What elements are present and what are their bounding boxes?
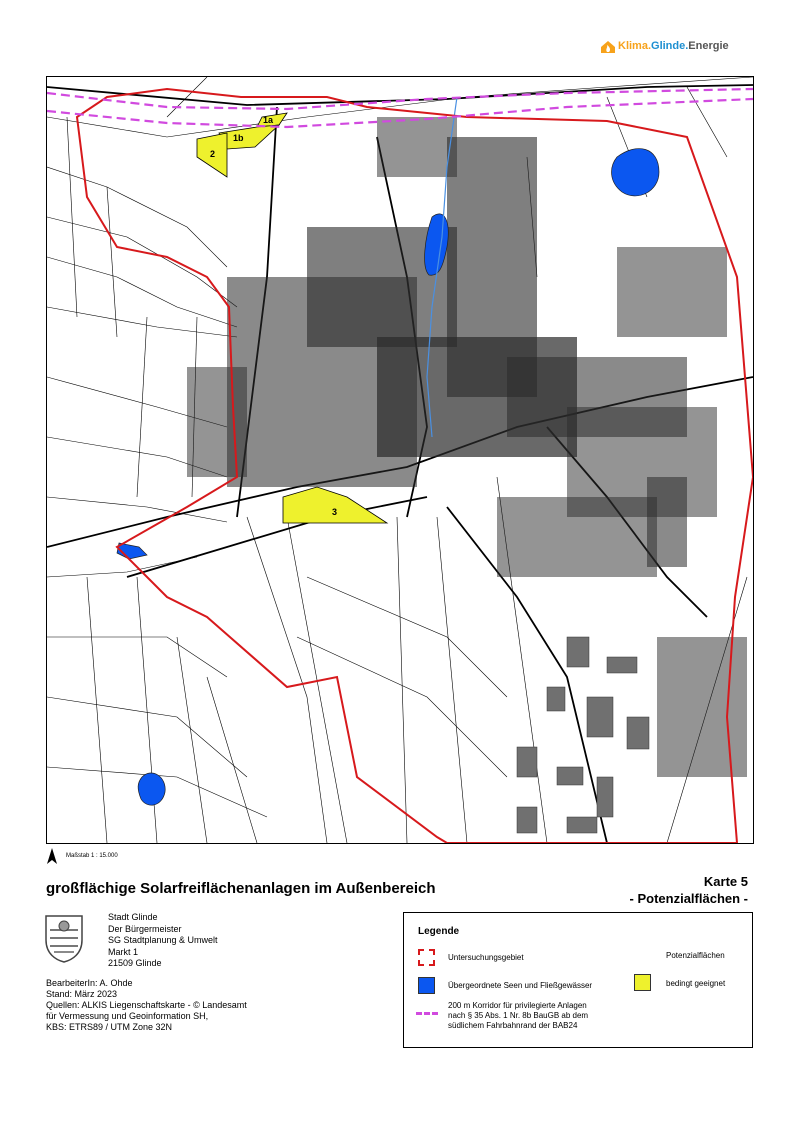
issuer-line: 21509 Glinde [108, 958, 162, 968]
klima-glinde-energie-logo [600, 38, 729, 54]
legend-corridor-line: nach § 35 Abs. 1 Nr. 8b BauGB ab dem [448, 1011, 589, 1020]
area-label-1a: 1a [263, 115, 274, 125]
legend-corridor-line: südlichem Fahrbahnrand der BAB24 [448, 1021, 578, 1030]
lake-northeast [612, 149, 659, 196]
issuer-line: SG Stadtplanung & Umwelt [108, 935, 218, 945]
area-label-3: 3 [332, 507, 338, 517]
legend-title: Legende [418, 926, 460, 937]
suitable-swatch [634, 974, 651, 991]
legend-corridor-line: 200 m Korridor für privilegierte Anlagen [448, 1001, 587, 1010]
issuer-line: Markt 1 [108, 946, 139, 957]
meta-line: Quellen: ALKIS Liegenschaftskarte - © Landesamt [46, 1000, 247, 1010]
north-arrow-icon [46, 848, 58, 864]
legend-study-area: Untersuchungsgebiet [448, 953, 524, 962]
city-crest-icon [42, 912, 86, 964]
water-swatch [418, 977, 435, 994]
map-subtitle: - Potenzialflächen - [629, 891, 748, 906]
metadata-block [46, 978, 247, 1033]
meta-line: KBS: ETRS89 / UTM Zone 32N [46, 1022, 173, 1032]
house-flame-icon [600, 38, 616, 54]
scale-text: Maßstab 1 : 15.000 [66, 853, 118, 859]
legend-suitable: bedingt geeignet [666, 979, 726, 988]
map-title: großflächige Solarfreiflächenanlagen im Außenbereich [46, 880, 436, 897]
pond-southwest [138, 773, 165, 805]
map-canvas [47, 77, 753, 843]
issuer-block [108, 912, 218, 970]
map-number: Karte 5 [703, 874, 748, 889]
logo-text-glinde: Glinde. [651, 40, 689, 52]
scale-bar [46, 848, 118, 864]
legend-box [403, 912, 753, 1048]
map-frame [46, 76, 754, 844]
area-label-1b: 1b [233, 133, 244, 143]
corridor-swatch [416, 1012, 438, 1015]
legend-corridor [448, 1001, 588, 1031]
issuer-line: Stadt Glinde [108, 912, 158, 922]
legend-water: Übergeordnete Seen und Fließgewässer [448, 981, 593, 990]
area-label-2: 2 [210, 149, 216, 159]
logo-text-klima: Klima. [618, 40, 652, 52]
meta-line: Stand: März 2023 [46, 989, 118, 999]
study-area-swatch [418, 949, 435, 966]
issuer-line: Der Bürgermeister [108, 923, 182, 934]
meta-line: für Vermessung und Geoinformation SH, [46, 1011, 209, 1021]
logo-text-energie: Energie [688, 40, 729, 52]
legend-potential-heading: Potenzialflächen [666, 951, 725, 960]
meta-line: BearbeiterIn: A. Ohde [46, 978, 133, 988]
